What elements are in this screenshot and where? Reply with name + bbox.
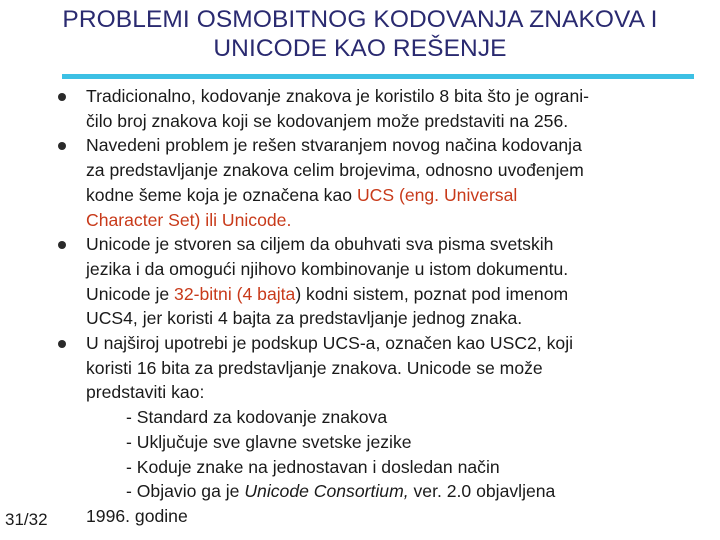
- bullet-3-line-4: UCS4, jer koristi 4 bajta za predstavljanje jednog znaka.: [86, 308, 523, 329]
- sub-item-standard: - Standard za kodovanje znakova: [126, 407, 388, 428]
- bullet-3-line-1: Unicode je stvoren sa ciljem da obuhvati sva pisma svetskih: [86, 234, 554, 255]
- bullet-4-line-2: koristi 16 bita za predstavljanje znakova. Unicode se može: [86, 357, 543, 378]
- title-underline-divider: [62, 74, 694, 79]
- bullet-dot-icon: [58, 241, 66, 249]
- sub-item-languages: - Uključuje sve glavne svetske jezike: [126, 431, 412, 452]
- bullet-dot-icon: [58, 93, 66, 101]
- bullet-item-4: [86, 331, 698, 529]
- bullet-4-last-line: 1996. godine: [86, 505, 188, 526]
- ucs-highlight: UCS (eng. Universal: [356, 184, 518, 205]
- slide-body: [86, 84, 698, 529]
- bullet-dot-icon: [58, 142, 66, 150]
- sub-item-encoding: - Koduje znake na jednostavan i dosledan način: [126, 456, 500, 477]
- bullet-4-line-3: predstaviti kao:: [86, 382, 205, 403]
- bullet-4-line-1: U najširoj upotrebi je podskup UCS-a, označen kao USC2, koji: [86, 333, 574, 354]
- page-number: 31/32: [5, 510, 48, 529]
- bullet-2-line-1: Navedeni problem je rešen stvaranjem novog načina kodovanja: [86, 135, 582, 156]
- bullet-3-line-2: jezika i da omogući njihovo kombinovanje u istom dokumentu.: [86, 258, 569, 279]
- bullet-1-line-2: čilo broj znakova koji se kodovanjem može predstaviti na 256.: [86, 110, 569, 131]
- bullet-item-3: [86, 232, 698, 331]
- unicode-consortium-name: Unicode Consortium,: [244, 481, 409, 502]
- slide-title-line-1: PROBLEMI OSMOBITNOG KODOVANJA ZNAKOVA I: [62, 6, 658, 33]
- slide-title-line-2: UNICODE KAO REŠENJE: [213, 35, 507, 62]
- 32-bit-highlight: 32-bitni (4 bajta: [174, 283, 296, 304]
- slide-title: [0, 5, 720, 63]
- bullet-3-line-3-text-c: ) kodni sistem, poznat pod imenom: [295, 283, 569, 304]
- sub-item-consortium-text-a: - Objavio ga je: [126, 481, 245, 502]
- bullet-2-line-3-text: kodne šeme koja je označena kao: [86, 184, 357, 205]
- bullet-3-line-3-text-a: Unicode je: [86, 283, 175, 304]
- bullet-item-1: [86, 84, 698, 133]
- bullet-2-line-3: [86, 183, 698, 208]
- sub-item-consortium: [86, 479, 698, 504]
- bullet-item-2: [86, 133, 698, 232]
- bullet-2-line-2: za predstavljanje znakova celim brojevima, odnosno uvođenjem: [86, 160, 584, 181]
- bullet-dot-icon: [58, 340, 66, 348]
- bullet-1-line-1: Tradicionalno, kodovanje znakova je koristilo 8 bita što je ograni-: [86, 86, 590, 106]
- sub-item-consortium-text-c: ver. 2.0 objavljena: [408, 481, 556, 502]
- bullet-3-line-3: [86, 282, 698, 307]
- bullet-2-line-4-highlight: Character Set) ili Unicode.: [86, 209, 292, 230]
